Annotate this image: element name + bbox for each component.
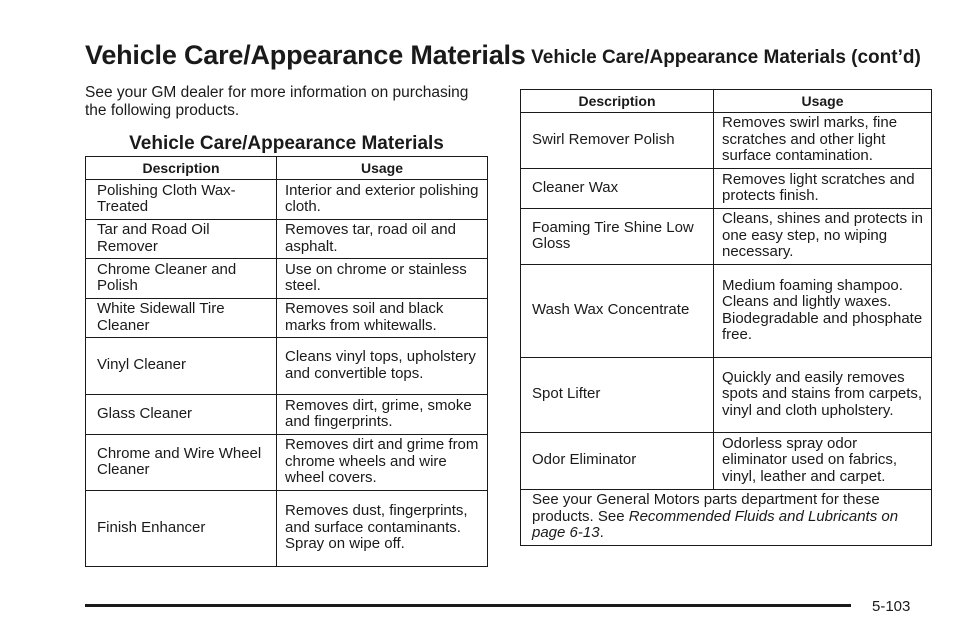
description-cell: Spot Lifter [521,358,714,433]
usage-cell: Quickly and easily removes spots and stains from carpets, vinyl and cloth upholstery. [714,358,932,433]
usage-cell: Removes swirl marks, fine scratches and other light surface contamination. [714,113,932,169]
usage-cell: Removes dirt and grime from chrome wheels and wire wheel covers. [277,435,488,491]
usage-cell: Removes dirt, grime, smoke and fingerprints. [277,395,488,435]
description-cell: Vinyl Cleaner [86,338,277,395]
table2-title: Vehicle Care/Appearance Materials (cont’d) [531,47,921,68]
usage-cell: Use on chrome or stainless steel. [277,259,488,299]
table-row [86,338,488,395]
care-materials-table-continued [520,89,932,546]
table-footnote [521,490,932,546]
table-footnote-row [521,490,932,546]
table-row [521,358,932,433]
description-cell: Glass Cleaner [86,395,277,435]
page-title: Vehicle Care/Appearance Materials [85,40,526,70]
table-row [86,259,488,299]
column-header-usage: Usage [714,90,932,113]
description-cell: Chrome and Wire Wheel Cleaner [86,435,277,491]
table-header-row [86,157,488,180]
description-cell: Chrome Cleaner and Polish [86,259,277,299]
description-cell: Tar and Road Oil Remover [86,220,277,259]
cross-reference-link[interactable]: Recommended Fluids and Lubricants on page 6-13 [532,507,899,541]
footnote-text: See your General Motors parts department for these products. See [532,491,880,525]
footnote-end: . [599,524,604,541]
table-row [521,265,932,358]
usage-cell: Odorless spray odor eliminator used on fabrics, vinyl, leather and carpet. [714,433,932,490]
description-cell: Odor Eliminator [521,433,714,490]
usage-cell: Removes light scratches and protects finish. [714,169,932,209]
usage-cell: Interior and exterior polishing cloth. [277,180,488,220]
table-row [86,180,488,220]
description-cell: Wash Wax Concentrate [521,265,714,358]
table-row [521,169,932,209]
column-header-description: Description [521,90,714,113]
usage-cell: Removes tar, road oil and asphalt. [277,220,488,259]
table-row [86,299,488,338]
page-footer-rule [85,604,851,607]
column-header-description: Description [86,157,277,180]
table-row [521,209,932,265]
usage-cell: Cleans, shines and protects in one easy step, no wiping necessary. [714,209,932,265]
table-row [86,435,488,491]
table1-title: Vehicle Care/Appearance Materials [129,133,444,154]
intro-paragraph: See your GM dealer for more information on purchasing the following products. [85,84,469,119]
table-row [86,395,488,435]
description-cell: Polishing Cloth Wax-Treated [86,180,277,220]
description-cell: Cleaner Wax [521,169,714,209]
table-row [521,433,932,490]
description-cell: White Sidewall Tire Cleaner [86,299,277,338]
care-materials-table [85,156,488,567]
page-number: 5-103 [872,598,911,615]
table-header-row [521,90,932,113]
usage-cell: Removes soil and black marks from whitewalls. [277,299,488,338]
description-cell: Swirl Remover Polish [521,113,714,169]
description-cell: Finish Enhancer [86,491,277,567]
usage-cell: Medium foaming shampoo. Cleans and lightly waxes. Biodegradable and phosphate free. [714,265,932,358]
table-row [86,491,488,567]
column-header-usage: Usage [277,157,488,180]
table-row [521,113,932,169]
description-cell: Foaming Tire Shine Low Gloss [521,209,714,265]
usage-cell: Cleans vinyl tops, upholstery and convertible tops. [277,338,488,395]
usage-cell: Removes dust, fingerprints, and surface contaminants. Spray on wipe off. [277,491,488,567]
table-row [86,220,488,259]
